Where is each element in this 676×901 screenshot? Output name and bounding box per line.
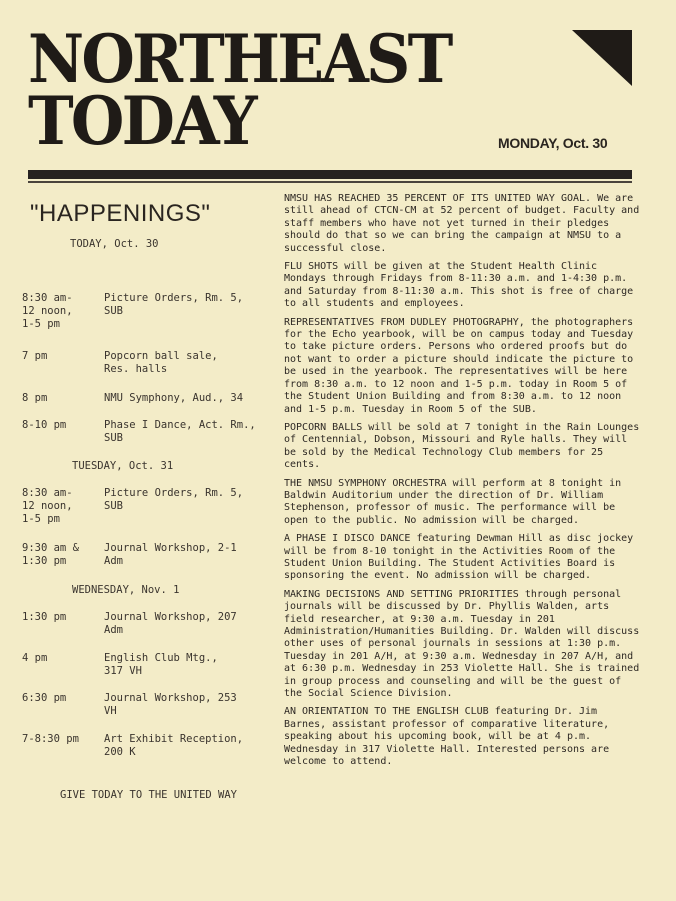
news-item: FLU SHOTS will be given at the Student Health Clinic Mondays through Fridays from 8-11:30 a.m. and 1-4:30 p.m. and Saturday from 8-11:30 a.m. This shot is free of charge to all students and employees.	[284, 261, 634, 310]
event-time: 7-8:30 pm	[22, 733, 79, 745]
event-description: Journal Workshop, 207 Adm	[104, 611, 237, 636]
event-time: 4 pm	[22, 652, 48, 664]
masthead-title-line-1: NORTHEAST	[28, 20, 451, 98]
event-description: Art Exhibit Reception, 200 K	[104, 733, 244, 758]
day-header: TUESDAY, Oct. 31	[72, 460, 174, 472]
news-item: AN ORIENTATION TO THE ENGLISH CLUB featuring Dr. Jim Barnes, assistant professor of comparative literature, speaking about his upcoming book, will be at 4 p.m. Wednesday in 317 Violette Hall. Interested persons are welcome to attend.	[284, 706, 610, 768]
united-way-slogan: GIVE TODAY TO THE UNITED WAY	[60, 789, 238, 801]
issue-date: MONDAY, Oct. 30	[498, 135, 608, 151]
day-header: TODAY, Oct. 30	[70, 238, 159, 250]
happenings-title: "HAPPENINGS"	[30, 200, 211, 227]
event-description: Popcorn ball sale, Res. halls	[104, 350, 218, 375]
event-time: 9:30 am & 1:30 pm	[22, 542, 79, 567]
masthead	[28, 20, 482, 160]
event-description: Phase I Dance, Act. Rm., SUB	[104, 419, 256, 444]
news-item: A PHASE I DISCO DANCE featuring Dewman Hill as disc jockey will be from 8-10 tonight in the Activities Room of the Student Union Building. The Student Activities Board is sponsoring the event. No admission will be charged.	[284, 533, 634, 582]
news-item: NMSU HAS REACHED 35 PERCENT OF ITS UNITED WAY GOAL. We are still ahead of CTCN-CM at 52 percent of budget. Faculty and staff members who have not yet turned in their pledges should do that so we can bring the campaign at NMSU to a successful close.	[284, 193, 640, 254]
event-time: 7 pm	[22, 350, 48, 362]
event-time: 8 pm	[22, 392, 48, 404]
event-description: Picture Orders, Rm. 5, SUB	[104, 292, 244, 317]
event-time: 6:30 pm	[22, 692, 67, 704]
event-description: Journal Workshop, 253 VH	[104, 692, 237, 717]
masthead-rule-thin	[28, 181, 632, 183]
news-item: THE NMSU SYMPHONY ORCHESTRA will perform at 8 tonight in Baldwin Auditorium under the direction of Dr. William Stephenson, professor of music. The performance will be open to the public. No admission will be charged.	[284, 477, 622, 526]
day-header: WEDNESDAY, Nov. 1	[72, 584, 180, 596]
event-description: Journal Workshop, 2-1 Adm	[104, 542, 237, 567]
event-time: 1:30 pm	[22, 611, 67, 623]
event-time: 8:30 am- 12 noon, 1-5 pm	[22, 292, 73, 330]
corner-triangle-graphic	[572, 30, 632, 86]
masthead-rule	[28, 170, 632, 179]
event-description: English Club Mtg., 317 VH	[104, 652, 218, 677]
masthead-title-line-2: TODAY	[28, 82, 255, 160]
news-item: REPRESENTATIVES FROM DUDLEY PHOTOGRAPHY, the photographers for the Echo yearbook, will be on campus today and Tuesday to take picture orders. Persons who ordered proofs but do not want to order a picture should indicate the picture to be used in the yearbook. The representatives will be here from 8:30 a.m. to 12 noon and 1-5 p.m. today in Room 5 of the Student Union Building and from 8:30 a.m. to 12 noon and 1-5 p.m. Tuesday in Room 5 of the SUB.	[284, 316, 634, 415]
news-item: MAKING DECISIONS AND SETTING PRIORITIES through personal journals will be discussed by Dr. Phyllis Walden, arts field researcher, at 9:30 a.m. Tuesday in 201 Administration/Humanities Building. Dr. Walden will discuss other uses of personal journals in sessions at 1:30 p.m. Tuesday in 201 A/H, at 9:30 a.m. Wednesday in 207 A/H, and at 6:30 p.m. Wednesday in 253 Violette Hall. She is trained in group process and counseling and will be the guest of the Social Science Division.	[284, 588, 640, 700]
news-item: POPCORN BALLS will be sold at 7 tonight in the Rain Lounges of Centennial, Dobson, Missouri and Ryle halls. They will be sold by the Medical Technology Club members for 25 cents.	[284, 421, 640, 471]
event-time: 8:30 am- 12 noon, 1-5 pm	[22, 487, 73, 525]
event-description: Picture Orders, Rm. 5, SUB	[104, 487, 244, 512]
event-description: NMU Symphony, Aud., 34	[104, 392, 244, 404]
event-time: 8-10 pm	[22, 419, 67, 431]
news-column	[284, 193, 644, 774]
